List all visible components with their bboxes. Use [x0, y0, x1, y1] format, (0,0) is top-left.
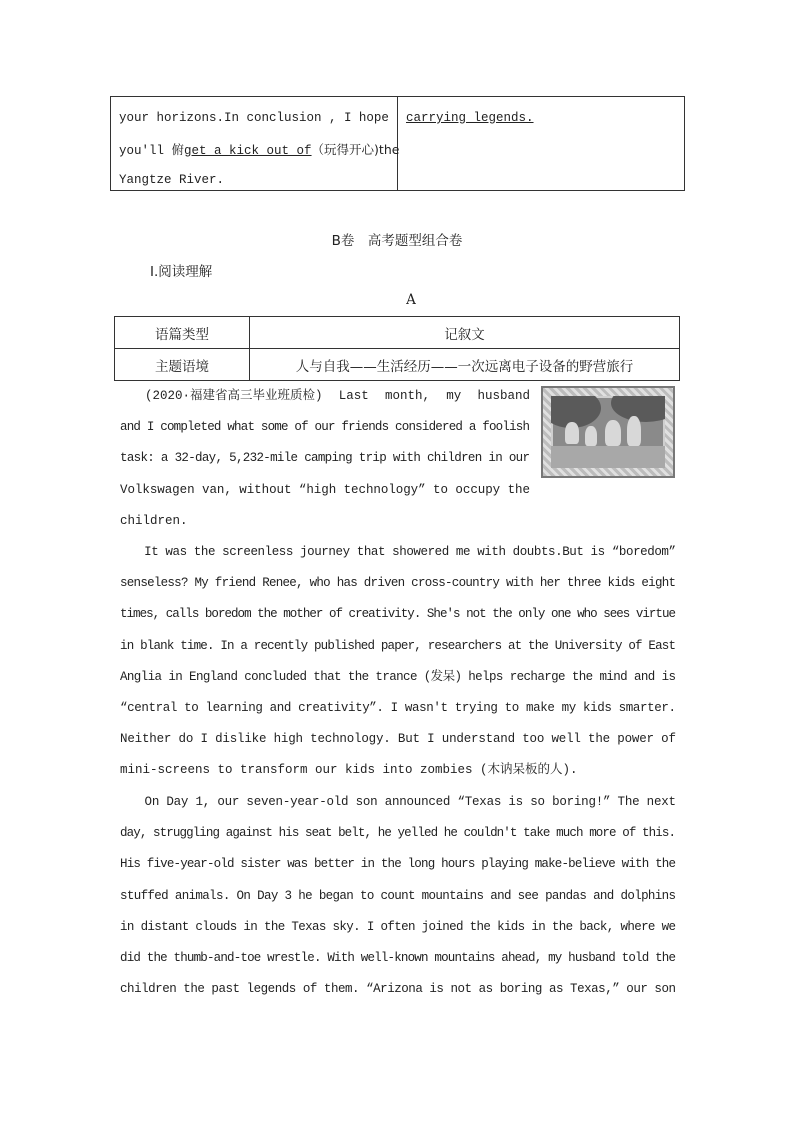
- word: I: [343, 111, 352, 125]
- paragraph-2: [120, 537, 676, 787]
- family-picnic-photo: [541, 386, 675, 478]
- text-line: children.: [120, 513, 188, 528]
- vocab-table-left-cell: [111, 97, 398, 190]
- vocab-table-right-cell: [398, 97, 684, 190]
- text-line: His five-year-old sister was better in the long hours playing make-believe with the: [120, 857, 676, 872]
- paragraph-3: [120, 787, 676, 1005]
- text-line: It was the screenless journey that showered me with doubts.But is “boredom”: [120, 545, 676, 559]
- text-line: Volkswagen van, without “high technology” to occupy the: [120, 482, 530, 497]
- text-line: senseless? My friend Renee, who has driven cross-country with her three kids eight: [120, 576, 676, 591]
- info-value: 人与自我——生活经历——一次远离电子设备的野营旅行: [250, 349, 680, 381]
- word: your: [119, 111, 150, 125]
- text-line: “central to learning and creativity”. I wasn't trying to make my kids smarter.: [120, 700, 676, 715]
- line-suffix: （玩得开心)the: [311, 142, 400, 157]
- table-row: [115, 349, 680, 381]
- sub-heading: Ⅰ.阅读理解: [150, 264, 213, 280]
- word: hope: [358, 111, 389, 125]
- vocab-line-1: [119, 103, 389, 134]
- vocab-line-3: Yangtze River.: [119, 173, 225, 187]
- info-key: 语篇类型: [115, 317, 250, 349]
- passage-letter: A: [406, 292, 416, 308]
- text-line: day, struggling against his seat belt, he yelled he couldn't take much more of this.: [120, 826, 676, 841]
- text-line: Neither do I dislike high technology. But I understand too well the power of: [120, 732, 676, 747]
- text-line: in distant clouds in the Texas sky. I often joined the kids in the back, where we: [120, 919, 676, 934]
- text-line: did the thumb-and-toe wrestle. With well-known mountains ahead, my husband told the: [120, 950, 676, 965]
- text-line: stuffed animals. On Day 3 he began to count mountains and see pandas and dolphins: [120, 888, 676, 903]
- passage-info-table: [114, 316, 680, 381]
- text-line: mini-screens to transform our kids into zombies (木讷呆板的人).: [120, 763, 578, 778]
- info-value: 记叙文: [250, 317, 680, 349]
- vocab-table: [110, 96, 685, 191]
- text-line: On Day 1, our seven-year-old son announced “Texas is so boring!” The next: [120, 795, 676, 809]
- text-line: children the past legends of them. “Arizona is not as boring as Texas,” our son: [120, 982, 676, 997]
- word: ,: [328, 111, 337, 125]
- underlined-answer: carrying legends.: [406, 111, 534, 125]
- vocab-line-2: [119, 134, 400, 165]
- text-line: Anglia in England concluded that the trance (发呆) helps recharge the mind and is: [120, 669, 676, 684]
- underlined-answer: get a kick out of: [184, 144, 312, 158]
- word: conclusion: [246, 111, 322, 125]
- section-title: B卷 高考题型组合卷: [331, 233, 463, 249]
- text-line: in blank time. In a recently published paper, researchers at the University of East: [120, 638, 676, 653]
- text-line: and I completed what some of our friends considered a foolish: [120, 420, 530, 435]
- word: horizons.In: [156, 111, 239, 125]
- text-line: task: a 32-day, 5,232-mile camping trip with children in our: [120, 451, 530, 466]
- line-prefix: you'll 俯: [119, 144, 185, 158]
- paragraph-1: [120, 381, 530, 537]
- info-key: 主题语境: [115, 349, 250, 381]
- text-line: times, calls boredom the mother of creativity. She's not the only one who sees virtue: [120, 607, 676, 622]
- text-line: (2020·福建省高三毕业班质检) Last month, my husband: [120, 389, 530, 403]
- table-row: [115, 317, 680, 349]
